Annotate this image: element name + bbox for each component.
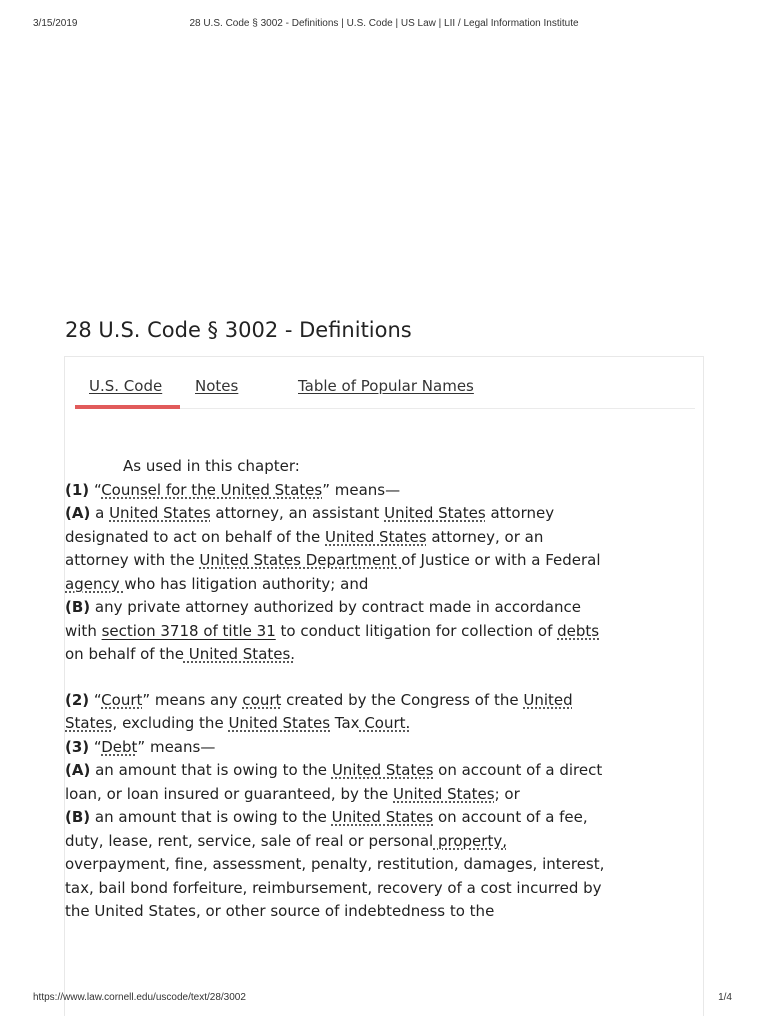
paragraph-1: (1) “Counsel for the United States” means— [65,480,401,499]
subparagraph-3b: (B) an amount that is owing to the United States on account of a fee, duty, lease, rent, service, sale of real or personal property, overpayment, fine, assessment, penalty, restitution, damages, interest, tax, bail bond forfeiture, reimbursement, recovery of a cost incurred by the United States, or other source of indebtedness to the [65,808,605,920]
tab-bar [75,357,695,409]
defined-term-link[interactable]: United States [331,761,434,779]
subparagraph-1b: (B) any private attorney authorized by contract made in accordance with section 3718 of title 31 to conduct litigation for collection of debts on behalf of the United States. [65,598,600,663]
page-number: 1/4 [718,992,732,1003]
cross-reference-link[interactable]: section 3718 of title 31 [101,621,276,640]
defined-term-link[interactable]: United States. [183,645,296,663]
intro-text: As used in this chapter: [123,457,300,475]
defined-term-link[interactable]: United States [331,808,434,826]
print-header [0,18,768,32]
tab-us-code[interactable]: U.S. Code [89,377,163,395]
defined-term-link[interactable]: United States [228,714,331,732]
defined-term-link[interactable]: property, [433,831,507,850]
print-page-title: 28 U.S. Code § 3002 - Definitions | U.S. Code | US Law | LII / Legal Information Institute [189,18,579,29]
subparagraph-1a: (A) a United States attorney, an assistant United States attorney designated to act on behalf of the United States attorney, or an attorney with the United States Department of Justice or with a Federal agency who has litigation authority; and [65,504,601,593]
print-url: https://www.law.cornell.edu/uscode/text/28/3002 [33,992,246,1003]
subparagraph-label: (B) [65,598,91,616]
subparagraph-label: (A) [65,761,91,779]
defined-term-link[interactable]: United States Department [199,551,402,569]
subparagraph-3a: (A) an amount that is owing to the United States on account of a direct loan, or loan insured or guaranteed, by the United States; or [65,761,603,803]
paragraph-number: (1) [65,480,90,499]
defined-term-link[interactable]: United States [325,527,427,546]
print-date: 3/15/2019 [33,18,78,29]
paragraph-number: (3) [65,737,90,756]
tab-notes[interactable]: Notes [195,377,239,395]
defined-term-link[interactable]: Counsel for the United States [101,480,323,499]
defined-term-link[interactable]: United States [109,504,211,522]
tab-table-of-popular-names[interactable]: Table of Popular Names [298,377,474,395]
print-footer [0,992,768,1006]
paragraph-3: (3) “Debt” means— [65,737,216,756]
page-title: 28 U.S. Code § 3002 - Definitions [65,318,412,342]
content-card [64,356,704,1016]
defined-term-link[interactable]: United States [393,784,495,803]
statute-text [65,455,704,924]
defined-term-link[interactable]: Court [101,690,143,709]
subparagraph-label: (B) [65,808,91,826]
defined-term-link[interactable]: Court. [359,714,411,732]
active-tab-indicator [75,405,180,409]
defined-term-link[interactable]: court [242,690,282,709]
defined-term-link[interactable]: United States [384,504,486,522]
defined-term-link[interactable]: United States [65,690,573,732]
defined-term-link[interactable]: Debt [101,737,138,756]
paragraph-2: (2) “Court” means any court created by the Congress of the United States, excluding the United States Tax Court. [65,690,573,732]
defined-term-link[interactable]: agency [65,574,125,593]
subparagraph-label: (A) [65,504,91,522]
paragraph-number: (2) [65,690,90,709]
defined-term-link[interactable]: debts [557,621,600,640]
